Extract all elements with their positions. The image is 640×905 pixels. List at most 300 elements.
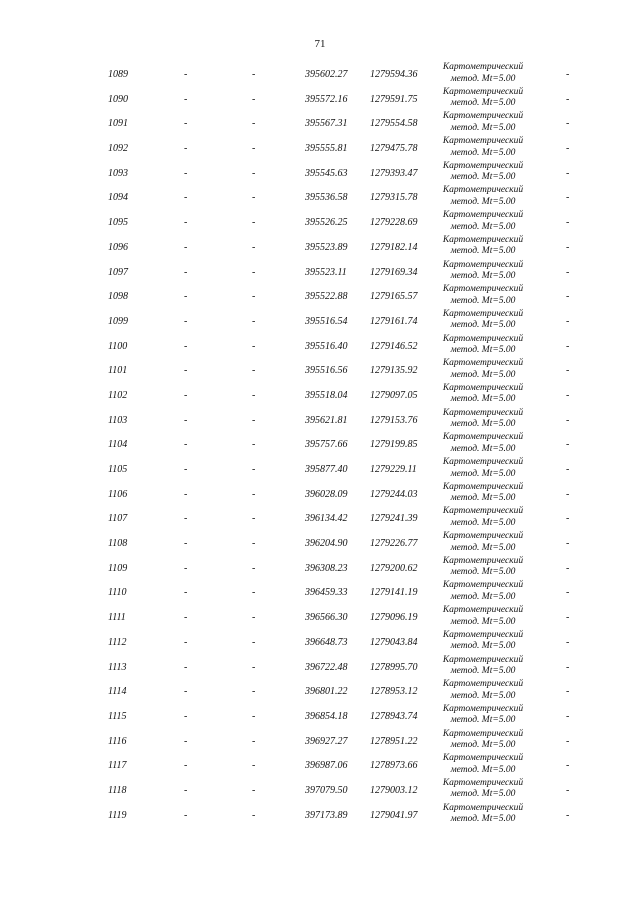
coordinate-x: 396308.23: [305, 562, 348, 574]
table-row: [0, 505, 640, 530]
coordinate-x: 396927.27: [305, 735, 348, 747]
point-number: 1090: [108, 93, 128, 105]
empty-cell-3: -: [566, 217, 570, 229]
method-line-2: метод. Mt=5.00: [450, 394, 516, 405]
empty-cell-3: -: [566, 315, 570, 327]
empty-cell-3: -: [566, 241, 570, 253]
table-row: [0, 752, 640, 777]
method-line-1: Картометрический: [442, 160, 524, 171]
table-row: [0, 209, 640, 234]
coordinate-y: 1279182.14: [370, 241, 418, 253]
empty-cell-2: -: [252, 414, 256, 426]
table-row: [0, 333, 640, 358]
point-number: 1111: [108, 612, 126, 624]
table-row: [0, 802, 640, 827]
empty-cell-1: -: [184, 587, 188, 599]
coordinate-x: 395518.04: [305, 389, 348, 401]
empty-cell-2: -: [252, 217, 256, 229]
coordinate-x: 396566.30: [305, 612, 348, 624]
point-number: 1109: [108, 562, 128, 574]
coordinate-x: 395522.88: [305, 291, 348, 303]
empty-cell-3: -: [566, 167, 570, 179]
point-number: 1098: [108, 291, 128, 303]
empty-cell-2: -: [252, 735, 256, 747]
coordinate-x: 395516.54: [305, 315, 348, 327]
coordinate-x: 397173.89: [305, 809, 348, 821]
point-number: 1113: [108, 661, 127, 673]
method-line-1: Картометрический: [442, 481, 524, 492]
coordinate-y: 1279591.75: [370, 93, 418, 105]
table-row: [0, 629, 640, 654]
coordinate-y: 1279228.69: [370, 217, 418, 229]
point-number: 1104: [108, 439, 128, 451]
method-line-2: метод. Mt=5.00: [450, 73, 516, 84]
empty-cell-1: -: [184, 143, 188, 155]
empty-cell-1: -: [184, 710, 188, 722]
method-cell: [432, 457, 534, 480]
empty-cell-3: -: [566, 809, 570, 821]
coordinate-y: 1279594.36: [370, 69, 418, 80]
method-line-1: Картометрический: [442, 234, 524, 245]
method-cell: [432, 655, 534, 678]
empty-cell-3: -: [566, 69, 570, 80]
point-number: 1093: [108, 167, 128, 179]
empty-cell-2: -: [252, 538, 256, 550]
empty-cell-1: -: [184, 291, 188, 303]
table-row: [0, 382, 640, 407]
empty-cell-2: -: [252, 464, 256, 475]
method-cell: [432, 679, 534, 702]
point-number: 1106: [108, 488, 128, 500]
coordinate-x: 395523.11: [305, 266, 347, 278]
method-line-2: метод. Mt=5.00: [450, 493, 516, 504]
coordinate-y: 1279135.92: [370, 365, 418, 377]
table-row: [0, 456, 640, 481]
empty-cell-1: -: [184, 69, 188, 80]
method-cell: [432, 235, 534, 258]
method-cell: [432, 704, 534, 727]
method-line-1: Картометрический: [442, 333, 524, 344]
coordinate-x: 395516.56: [305, 365, 348, 377]
empty-cell-1: -: [184, 315, 188, 327]
empty-cell-2: -: [252, 587, 256, 599]
table-row: [0, 703, 640, 728]
empty-cell-1: -: [184, 562, 188, 574]
coordinate-y: 1279096.19: [370, 612, 418, 624]
method-line-2: метод. Mt=5.00: [450, 690, 516, 701]
coordinate-x: 395572.16: [305, 93, 348, 105]
empty-cell-2: -: [252, 661, 256, 673]
empty-cell-1: -: [184, 414, 188, 426]
coordinate-x: 396722.48: [305, 661, 348, 673]
empty-cell-1: -: [184, 661, 188, 673]
coordinate-x: 395567.31: [305, 118, 348, 130]
coordinate-y: 1279393.47: [370, 167, 418, 179]
empty-cell-3: -: [566, 118, 570, 130]
point-number: 1095: [108, 217, 128, 229]
table-row: [0, 431, 640, 456]
coordinate-y: 1279229.11: [370, 464, 417, 475]
point-number: 1102: [108, 389, 128, 401]
coordinate-y: 1279199.85: [370, 439, 418, 451]
empty-cell-1: -: [184, 241, 188, 253]
method-line-2: метод. Mt=5.00: [450, 345, 516, 356]
table-row: [0, 308, 640, 333]
empty-cell-2: -: [252, 710, 256, 722]
method-cell: [432, 432, 534, 455]
method-line-1: Картометрический: [442, 308, 524, 319]
method-cell: [432, 260, 534, 283]
method-line-2: метод. Mt=5.00: [450, 641, 516, 652]
method-line-1: Картометрический: [442, 111, 524, 122]
point-number: 1119: [108, 809, 127, 821]
point-number: 1105: [108, 464, 128, 475]
coordinate-y: 1279169.34: [370, 266, 418, 278]
method-cell: [432, 161, 534, 184]
method-line-1: Картометрический: [442, 555, 524, 566]
method-cell: [432, 334, 534, 357]
coordinate-x: 395545.63: [305, 167, 348, 179]
coordinate-x: 395555.81: [305, 143, 348, 155]
method-line-1: Картометрический: [442, 753, 524, 764]
point-number: 1096: [108, 241, 128, 253]
table-row: [0, 777, 640, 802]
coordinate-y: 1279475.78: [370, 143, 418, 155]
method-cell: [432, 111, 534, 134]
empty-cell-2: -: [252, 192, 256, 204]
point-number: 1100: [108, 340, 128, 352]
table-row: [0, 259, 640, 284]
table-row: [0, 654, 640, 679]
empty-cell-1: -: [184, 636, 188, 648]
empty-cell-3: -: [566, 464, 570, 475]
coordinate-x: 396648.73: [305, 636, 348, 648]
method-line-1: Картометрический: [442, 185, 524, 196]
coordinate-x: 396854.18: [305, 710, 348, 722]
empty-cell-2: -: [252, 612, 256, 624]
method-line-1: Картометрический: [442, 284, 524, 295]
empty-cell-3: -: [566, 562, 570, 574]
empty-cell-1: -: [184, 686, 188, 698]
coordinate-y: 1278943.74: [370, 710, 418, 722]
empty-cell-3: -: [566, 587, 570, 599]
method-line-2: метод. Mt=5.00: [450, 443, 516, 454]
method-cell: [432, 210, 534, 233]
empty-cell-2: -: [252, 167, 256, 179]
method-line-2: метод. Mt=5.00: [450, 320, 516, 331]
empty-cell-3: -: [566, 340, 570, 352]
method-line-1: Картометрический: [442, 605, 524, 616]
method-line-1: Картометрический: [442, 580, 524, 591]
method-cell: [432, 531, 534, 554]
empty-cell-1: -: [184, 513, 188, 525]
point-number: 1117: [108, 760, 127, 772]
method-line-2: метод. Mt=5.00: [450, 295, 516, 306]
method-line-2: метод. Mt=5.00: [450, 567, 516, 578]
coordinate-y: 1278953.12: [370, 686, 418, 698]
point-number: 1116: [108, 735, 127, 747]
empty-cell-3: -: [566, 686, 570, 698]
empty-cell-1: -: [184, 217, 188, 229]
coordinate-y: 1279097.05: [370, 389, 418, 401]
empty-cell-3: -: [566, 93, 570, 105]
coordinate-y: 1278995.70: [370, 661, 418, 673]
empty-cell-3: -: [566, 389, 570, 401]
coordinate-x: 395523.89: [305, 241, 348, 253]
empty-cell-2: -: [252, 69, 256, 80]
point-number: 1108: [108, 538, 128, 550]
method-cell: [432, 803, 534, 826]
empty-cell-2: -: [252, 315, 256, 327]
method-line-2: метод. Mt=5.00: [450, 98, 516, 109]
empty-cell-3: -: [566, 636, 570, 648]
method-cell: [432, 408, 534, 431]
method-cell: [432, 383, 534, 406]
empty-cell-3: -: [566, 661, 570, 673]
empty-cell-3: -: [566, 612, 570, 624]
method-line-1: Картометрический: [442, 654, 524, 665]
method-cell: [432, 605, 534, 628]
method-line-2: метод. Mt=5.00: [450, 147, 516, 158]
empty-cell-1: -: [184, 735, 188, 747]
empty-cell-1: -: [184, 612, 188, 624]
coordinate-x: 395621.81: [305, 414, 348, 426]
coordinate-y: 1279161.74: [370, 315, 418, 327]
table-row: [0, 481, 640, 506]
coordinates-table: [0, 61, 640, 826]
coordinate-x: 396134.42: [305, 513, 348, 525]
point-number: 1107: [108, 513, 128, 525]
empty-cell-3: -: [566, 192, 570, 204]
point-number: 1092: [108, 143, 128, 155]
table-row: [0, 530, 640, 555]
coordinate-y: 1279226.77: [370, 538, 418, 550]
empty-cell-1: -: [184, 118, 188, 130]
method-line-1: Картометрический: [442, 210, 524, 221]
method-line-1: Картометрический: [442, 457, 524, 467]
coordinate-y: 1278973.66: [370, 760, 418, 772]
method-line-2: метод. Mt=5.00: [450, 271, 516, 281]
empty-cell-1: -: [184, 439, 188, 451]
method-line-1: Картометрический: [442, 679, 524, 690]
empty-cell-2: -: [252, 266, 256, 278]
coordinate-y: 1279315.78: [370, 192, 418, 204]
empty-cell-2: -: [252, 93, 256, 105]
method-line-2: метод. Mt=5.00: [450, 369, 516, 380]
empty-cell-3: -: [566, 488, 570, 500]
empty-cell-1: -: [184, 488, 188, 500]
empty-cell-3: -: [566, 735, 570, 747]
coordinate-x: 396987.06: [305, 760, 348, 772]
empty-cell-1: -: [184, 389, 188, 401]
coordinate-x: 395526.25: [305, 217, 348, 229]
empty-cell-2: -: [252, 118, 256, 130]
empty-cell-3: -: [566, 266, 570, 278]
coordinate-x: 395536.58: [305, 192, 348, 204]
empty-cell-2: -: [252, 760, 256, 772]
point-number: 1110: [108, 587, 127, 599]
empty-cell-2: -: [252, 784, 256, 796]
empty-cell-3: -: [566, 414, 570, 426]
table-row: [0, 604, 640, 629]
empty-cell-3: -: [566, 291, 570, 303]
method-line-1: Картометрический: [442, 777, 524, 788]
coordinate-y: 1279165.57: [370, 291, 418, 303]
method-line-2: метод. Mt=5.00: [450, 591, 516, 602]
empty-cell-2: -: [252, 291, 256, 303]
method-cell: [432, 136, 534, 159]
empty-cell-2: -: [252, 513, 256, 525]
method-line-1: Картометрический: [442, 703, 524, 714]
table-row: [0, 579, 640, 604]
method-line-2: метод. Mt=5.00: [450, 468, 516, 479]
coordinate-x: 395877.40: [305, 464, 348, 475]
coordinate-y: 1279146.52: [370, 340, 418, 352]
method-cell: [432, 778, 534, 801]
coordinate-x: 395757.66: [305, 439, 348, 451]
method-line-2: метод. Mt=5.00: [450, 814, 516, 825]
coordinate-x: 396204.90: [305, 538, 348, 550]
method-line-2: метод. Mt=5.00: [450, 517, 516, 528]
method-cell: [432, 309, 534, 332]
empty-cell-2: -: [252, 636, 256, 648]
point-number: 1118: [108, 784, 127, 796]
method-cell: [432, 580, 534, 603]
empty-cell-1: -: [184, 809, 188, 821]
method-line-1: Картометрический: [442, 136, 524, 147]
empty-cell-1: -: [184, 538, 188, 550]
empty-cell-1: -: [184, 464, 188, 475]
coordinate-y: 1279244.03: [370, 488, 418, 500]
empty-cell-2: -: [252, 439, 256, 451]
empty-cell-1: -: [184, 340, 188, 352]
table-row: [0, 110, 640, 135]
method-line-2: метод. Mt=5.00: [450, 789, 516, 800]
coordinate-y: 1279141.19: [370, 587, 418, 599]
method-line-1: Картометрический: [442, 728, 524, 739]
coordinate-y: 1279003.12: [370, 784, 418, 796]
method-cell: [432, 62, 534, 85]
empty-cell-1: -: [184, 365, 188, 377]
coordinate-y: 1279153.76: [370, 414, 418, 426]
method-line-2: метод. Mt=5.00: [450, 172, 516, 183]
method-line-1: Картометрический: [442, 358, 524, 369]
method-line-2: метод. Mt=5.00: [450, 740, 516, 751]
table-row: [0, 357, 640, 382]
empty-cell-1: -: [184, 192, 188, 204]
coordinate-y: 1279554.58: [370, 118, 418, 130]
coordinate-y: 1279043.84: [370, 636, 418, 648]
method-cell: [432, 284, 534, 307]
method-line-2: метод. Mt=5.00: [450, 542, 516, 553]
method-line-1: Картометрический: [442, 629, 524, 640]
point-number: 1089: [108, 69, 128, 80]
method-line-1: Картометрический: [442, 259, 524, 270]
method-cell: [432, 358, 534, 381]
coordinate-x: 395516.40: [305, 340, 348, 352]
empty-cell-3: -: [566, 784, 570, 796]
empty-cell-2: -: [252, 389, 256, 401]
coordinate-x: 395602.27: [305, 69, 348, 80]
empty-cell-2: -: [252, 241, 256, 253]
empty-cell-1: -: [184, 93, 188, 105]
method-line-1: Картометрический: [442, 531, 524, 542]
empty-cell-3: -: [566, 710, 570, 722]
method-line-2: метод. Mt=5.00: [450, 764, 516, 775]
point-number: 1103: [108, 414, 128, 426]
empty-cell-3: -: [566, 538, 570, 550]
empty-cell-2: -: [252, 365, 256, 377]
point-number: 1114: [108, 686, 127, 698]
coordinate-x: 396801.22: [305, 686, 348, 698]
empty-cell-3: -: [566, 513, 570, 525]
point-number: 1097: [108, 266, 128, 278]
method-cell: [432, 753, 534, 776]
empty-cell-2: -: [252, 686, 256, 698]
coordinate-y: 1279200.62: [370, 562, 418, 574]
method-line-2: метод. Mt=5.00: [450, 221, 516, 232]
method-line-1: Картометрический: [442, 407, 524, 418]
point-number: 1091: [108, 118, 128, 130]
method-cell: [432, 556, 534, 579]
method-line-1: Картометрический: [442, 86, 524, 97]
method-cell: [432, 482, 534, 505]
method-line-1: Картометрический: [442, 62, 524, 72]
method-line-2: метод. Mt=5.00: [450, 616, 516, 627]
point-number: 1112: [108, 636, 127, 648]
empty-cell-1: -: [184, 760, 188, 772]
method-line-1: Картометрический: [442, 802, 524, 813]
method-cell: [432, 87, 534, 110]
method-cell: [432, 185, 534, 208]
empty-cell-3: -: [566, 143, 570, 155]
coordinate-y: 1279041.97: [370, 809, 418, 821]
coordinate-y: 1278951.22: [370, 735, 418, 747]
empty-cell-3: -: [566, 365, 570, 377]
table-row: [0, 678, 640, 703]
table-row: [0, 160, 640, 185]
table-row: [0, 407, 640, 432]
table-row: [0, 728, 640, 753]
coordinate-x: 396028.09: [305, 488, 348, 500]
table-row: [0, 234, 640, 259]
method-line-2: метод. Mt=5.00: [450, 666, 516, 676]
empty-cell-1: -: [184, 167, 188, 179]
table-row: [0, 283, 640, 308]
method-line-2: метод. Mt=5.00: [450, 419, 516, 430]
empty-cell-3: -: [566, 439, 570, 451]
empty-cell-2: -: [252, 143, 256, 155]
method-line-1: Картометрический: [442, 432, 524, 443]
empty-cell-2: -: [252, 809, 256, 821]
method-line-2: метод. Mt=5.00: [450, 715, 516, 726]
method-line-2: метод. Mt=5.00: [450, 122, 516, 133]
method-line-1: Картометрический: [442, 382, 524, 393]
table-row: [0, 86, 640, 111]
method-line-2: метод. Mt=5.00: [450, 246, 516, 257]
empty-cell-2: -: [252, 340, 256, 352]
coordinate-x: 396459.33: [305, 587, 348, 599]
empty-cell-2: -: [252, 562, 256, 574]
table-row: [0, 184, 640, 209]
coordinate-x: 397079.50: [305, 784, 348, 796]
point-number: 1094: [108, 192, 128, 204]
point-number: 1101: [108, 365, 128, 377]
table-row: [0, 61, 640, 86]
method-line-1: Картометрический: [442, 506, 524, 517]
table-row: [0, 555, 640, 580]
point-number: 1099: [108, 315, 128, 327]
